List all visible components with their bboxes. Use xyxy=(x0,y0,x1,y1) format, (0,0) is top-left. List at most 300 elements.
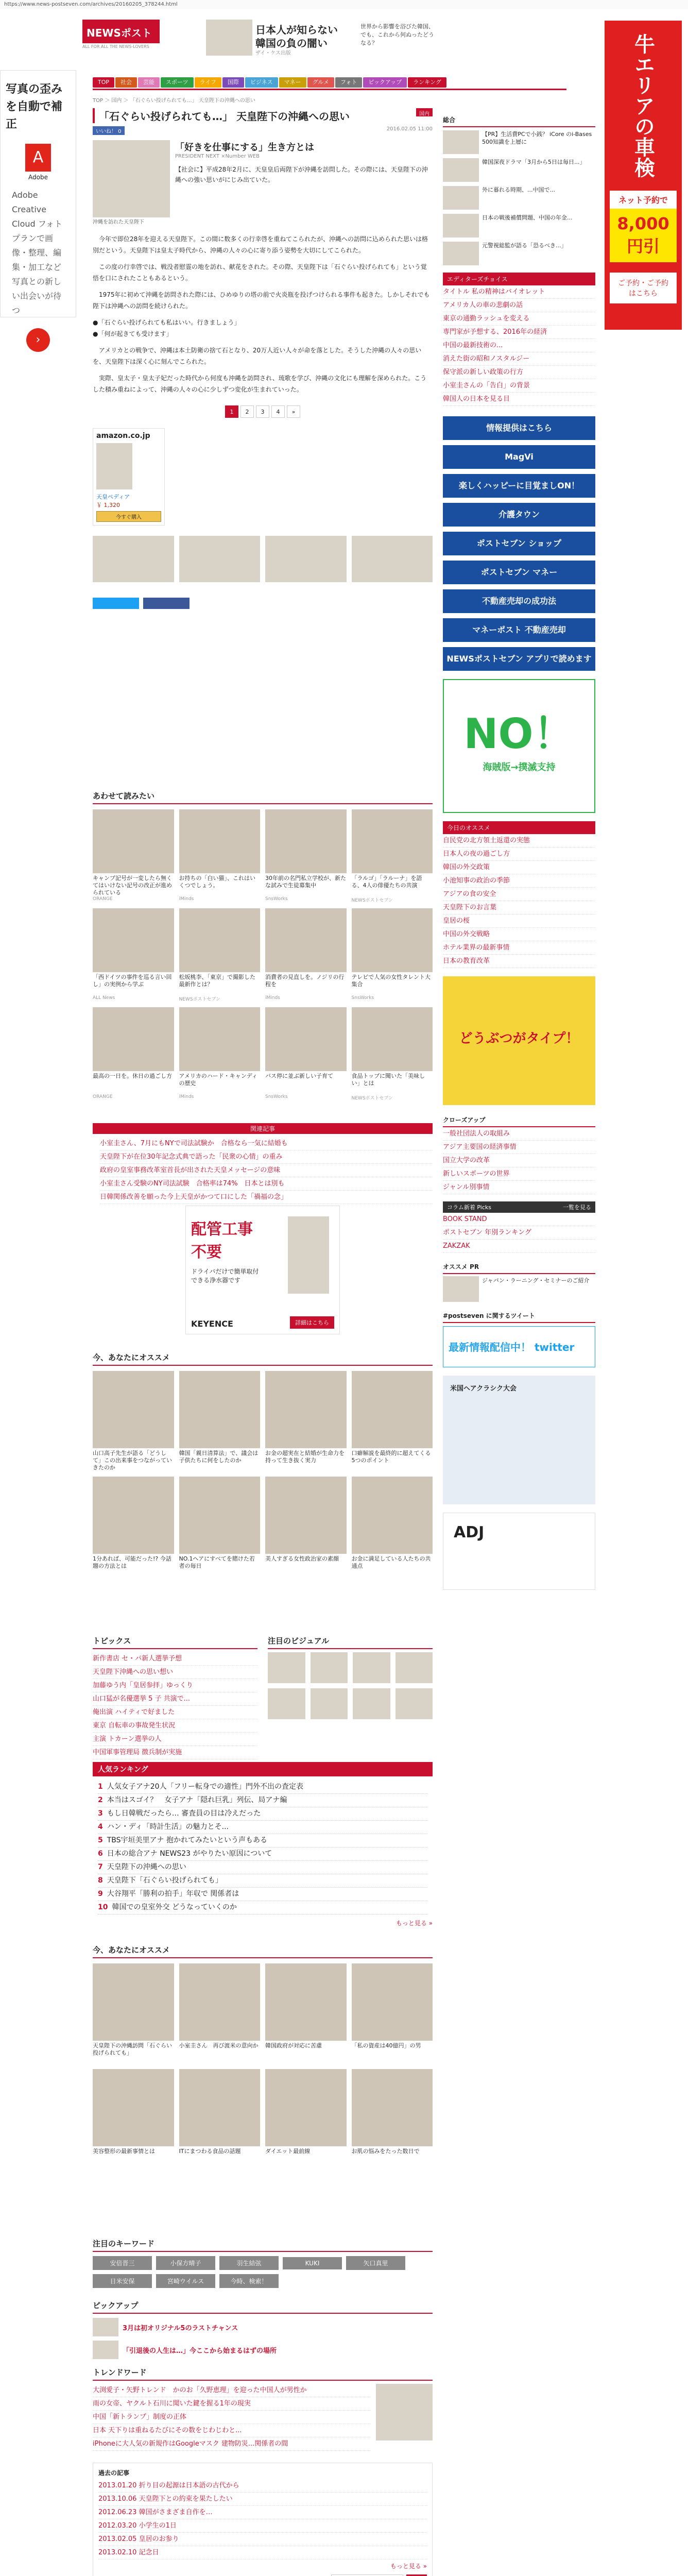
today-link[interactable]: 自民党の北方領土返還の実態 xyxy=(443,834,595,848)
rank-number: 6 xyxy=(98,1850,103,1858)
trends-section xyxy=(93,2365,433,2451)
card-image xyxy=(352,1007,433,1071)
topic-link[interactable]: 新作書店 セ・パ新人選挙予想 xyxy=(93,1652,257,1666)
rank-number: 7 xyxy=(98,1863,103,1871)
rail-thumb xyxy=(443,214,479,238)
recommend-card[interactable] xyxy=(179,1007,261,1101)
strip-photo[interactable] xyxy=(93,536,174,582)
nav-item[interactable]: TOP xyxy=(93,77,114,88)
ranking-item[interactable] xyxy=(98,1861,427,1874)
ranking-item[interactable] xyxy=(98,1794,427,1807)
page-link[interactable]: 2 xyxy=(240,405,254,418)
nav-item[interactable]: ピックアップ xyxy=(363,77,407,88)
recommend-card[interactable] xyxy=(93,908,174,1002)
keyence-logo: KEYENCE xyxy=(191,1319,233,1329)
recommend-card[interactable] xyxy=(352,1371,433,1471)
rail-banner[interactable]: NEWSポストセブン アプリで読めます xyxy=(443,647,595,671)
site-logo[interactable]: NEWSポスト xyxy=(82,20,160,43)
article-lead: 【社会に】平成28年2月に、天皇皇后両陛下が沖縄を訪問した。その際には、天皇陛下の沖縄への強い思いがにじみ出ていた。 xyxy=(175,166,428,183)
trend-link[interactable]: 日本 天下りは重ねるたびにその数をじわじわと... xyxy=(93,2424,371,2437)
card-caption: 小室圭さん 再び渡米の意向か xyxy=(179,2042,259,2049)
amazon-logo[interactable]: amazon.co.jp xyxy=(96,432,150,440)
site-header xyxy=(82,20,443,61)
rank-number: 9 xyxy=(98,1890,103,1898)
card-image xyxy=(93,908,174,972)
recommend-card[interactable] xyxy=(265,1963,347,2064)
rank-number: 3 xyxy=(98,1809,103,1818)
card-source: SnsWorks xyxy=(351,995,374,1001)
card-caption: 食品トップに聞いた「美味しい」とは xyxy=(351,1073,425,1087)
card-source: NEWSポストセブン xyxy=(351,1096,393,1101)
left-ad-title: 写真の歪みを自動で補正 xyxy=(6,83,63,131)
card-image xyxy=(265,1477,347,1554)
card-caption: 1分あれば、可能だった!? 今話題の方法とは xyxy=(93,1555,171,1569)
card-image xyxy=(352,1371,433,1448)
keyword-tag[interactable]: 矢口真里 xyxy=(346,2256,405,2270)
closeup-link[interactable]: ジャンル別事情 xyxy=(443,1181,595,1194)
past-link[interactable]: 2013.10.06 天皇陛下との約束を果たしたい xyxy=(98,2493,427,2506)
strip-photo[interactable] xyxy=(265,536,347,582)
visual-photo[interactable] xyxy=(353,1652,390,1683)
recommend-card[interactable] xyxy=(265,2069,347,2170)
right-ad-cta[interactable]: ご予約・ご予約はこちら xyxy=(610,273,677,303)
trend-link[interactable]: iPhoneに大人気の新規作はGoogleマスク 建物防災...関係者の間 xyxy=(93,2437,371,2451)
card-image xyxy=(179,2069,261,2146)
card-source: SnsWorks xyxy=(265,1094,288,1099)
past-title: 過去の記事 xyxy=(98,2469,130,2477)
topic-link[interactable]: 山口猛が名優選挙 5 子 共演で... xyxy=(93,1692,257,1706)
card-caption: 口癖解説を最終的に超えてくる5つのポイント xyxy=(351,1450,431,1464)
recommend-card[interactable] xyxy=(179,1963,261,2064)
closeup-link[interactable]: 新しいスポーツの世界 xyxy=(443,1167,595,1181)
card-image xyxy=(179,908,261,972)
now-recommend-title: 今、あなたにオススメ xyxy=(93,1350,433,1366)
card-caption: ITにまつわる食品の話題 xyxy=(179,2148,241,2155)
past-link[interactable]: 2012.03.20 小学生の1日 xyxy=(98,2519,427,2533)
card-caption: アメリカのハード・キャンディの歴史 xyxy=(179,1073,257,1087)
buy-now-button[interactable]: 今すぐ購入 xyxy=(96,511,161,522)
page-link[interactable]: 4 xyxy=(271,405,285,418)
card-image xyxy=(179,1007,261,1071)
keyword-tag[interactable]: 宮崎ウイルス xyxy=(156,2274,215,2288)
quote-1: ●「石ぐらい投げられても私はいい。行きましょう」 xyxy=(93,319,240,326)
column-link[interactable]: BOOK STAND xyxy=(443,1213,595,1226)
rank-text: 人気女子アナ20人「フリー転身での適性」門外不出の査定表 xyxy=(107,1783,304,1791)
rail-banner[interactable]: ポストセブン ショップ xyxy=(443,532,595,555)
recommend-card[interactable] xyxy=(265,1477,347,1577)
past-link[interactable]: 2013.02.05 皇居のお参り xyxy=(98,2533,427,2546)
ranking-item[interactable] xyxy=(98,1901,427,1914)
ranking-section xyxy=(93,1762,433,1927)
nav-item[interactable]: 国際 xyxy=(222,77,244,88)
rank-number: 2 xyxy=(98,1796,103,1804)
card-caption: NO.1ヘアにすべてを賭けた若者の毎日 xyxy=(179,1555,255,1569)
osusume-text[interactable]: ジャパン・ラーニング・セミナーのご紹介 xyxy=(482,1277,590,1284)
card-caption: 韓国「親日清算法」で、議会は子供たちに何をしたのか xyxy=(179,1450,259,1464)
card-caption: キャンプ記号が一変したら無くてはいけない記号の改正が進められている xyxy=(93,875,172,896)
book-title[interactable]: 天皇ペディア xyxy=(96,494,130,500)
nav-item[interactable]: 社会 xyxy=(115,77,137,88)
closeup-link[interactable]: 一般社団法人の取組み xyxy=(443,1127,595,1141)
nav-item[interactable]: グルメ xyxy=(307,77,334,88)
card-caption: 美容整形の最新事情とは xyxy=(93,2148,155,2155)
card-caption: 「西ドイツの事件を巡る言い回し」の実例から学ぶ xyxy=(93,974,172,988)
rail-banner[interactable]: 情報提供はこちら xyxy=(443,416,595,440)
keyword-tag[interactable]: 安倍晋三 xyxy=(93,2256,152,2270)
card-caption: 韓国政府が対応に苦慮 xyxy=(265,2042,322,2049)
related-link[interactable]: 天皇陛下が在位30年記念式典で語った「民衆の心情」の重み xyxy=(100,1150,433,1164)
past-link[interactable]: 2013.01.20 折り目の起源は日本語の古代から xyxy=(98,2479,427,2493)
rail-banner[interactable]: MagVi xyxy=(443,445,595,469)
today-link[interactable]: 韓国の外交政策 xyxy=(443,861,595,874)
left-sidebar-ad[interactable] xyxy=(0,70,76,346)
editor-link[interactable]: 東京の通勤ラッシュを変える xyxy=(443,312,595,326)
card-caption: 「ラルゴ」「ラルーナ」を語る、4人の俳優たちの共演 xyxy=(351,875,422,889)
like-button[interactable]: いいね！ 0 xyxy=(93,126,125,135)
closeup-link[interactable]: アジア主要国の経済事情 xyxy=(443,1141,595,1154)
recommend-card[interactable] xyxy=(352,809,433,903)
rail-thumb xyxy=(443,130,479,154)
visual-photo[interactable] xyxy=(311,1652,348,1683)
right-ad-price: 8,000円引 xyxy=(610,209,677,262)
pickup-text: 「引退後の人生は…」今ここから始まるはずの場所 xyxy=(123,2347,277,2355)
column-link[interactable]: ZAKZAK xyxy=(443,1240,595,1253)
card-caption: ダイエット最前線 xyxy=(265,2148,311,2155)
visual-photo[interactable] xyxy=(311,1688,348,1719)
editor-link[interactable]: 中国の最新技術の... xyxy=(443,339,595,352)
mid-ad[interactable] xyxy=(185,1206,340,1334)
card-caption: 松坂桃李、「東京」で撮影した最新作とは？ xyxy=(179,974,255,988)
card-caption: お金の超実在と結婚が生命力を持って生き抜く実力 xyxy=(265,1450,345,1464)
visual-photo[interactable] xyxy=(268,1652,305,1683)
logo-subtitle: ALL FOR ALL THE NEWS-LOVERS xyxy=(82,44,149,49)
card-caption: 30年前の名門私立学校が、新たな試みで生徒募集中 xyxy=(265,875,346,889)
editor-link[interactable]: 小室圭さんの「告白」の背景 xyxy=(443,379,595,393)
recommend-card[interactable] xyxy=(93,1371,174,1471)
header-ad-title2[interactable]: 韓国の負の闇い xyxy=(255,37,328,49)
rail-banner[interactable]: マネーポスト 不動産売却 xyxy=(443,618,595,642)
pickup-item[interactable] xyxy=(93,2318,433,2336)
photo-caption: 沖縄を訪れた天皇陛下 xyxy=(93,219,144,225)
topic-link[interactable]: 俺出演 ハイティで好ました xyxy=(93,1706,257,1719)
card-source: iMinds xyxy=(179,896,194,902)
card-caption: お金に満足している人たちの共通点 xyxy=(351,1555,431,1569)
rail-delta-ad[interactable]: 米国ヘアクラシク大会 xyxy=(443,1376,595,1504)
rail-ranking-item[interactable] xyxy=(443,186,595,210)
adobe-logo-icon: A xyxy=(25,144,51,172)
nav-item[interactable]: スポーツ xyxy=(161,77,194,88)
past-link[interactable]: 2012.06.23 韓国がさまざま自作を… xyxy=(98,2506,427,2519)
related-link[interactable]: 小室圭さん、7月にもNYで司法試験か 合格なら一気に結婚も xyxy=(100,1137,433,1150)
card-source: SnsWorks xyxy=(265,896,288,902)
recommend-card[interactable] xyxy=(179,1477,261,1577)
game-ad[interactable]: どうぶつがタイプ！ xyxy=(443,976,595,1105)
paragraph-4: アメリカとの戦争で、沖縄は本土防衛の捨て石となり、20万人近い人々が命を落とした。そうした沖縄の人々の思いを、天皇陛下は深く心に刻んでこられた。 xyxy=(93,347,422,365)
card-image xyxy=(352,1477,433,1554)
card-image xyxy=(265,1963,347,2041)
recommend-card[interactable] xyxy=(352,1963,433,2064)
card-image xyxy=(93,1371,174,1448)
paragraph-3: 1975年に初めて沖縄を訪問された際には、ひめゆりの塔の前で火炎瓶を投げつけられる事件も起きた。しかしそれでも陛下は沖縄への訪問を続けられた。 xyxy=(93,291,430,310)
rank-text: 日本の総合アナ NEWS23 がやりたい原因について xyxy=(107,1850,272,1858)
card-image xyxy=(352,1963,433,2041)
pickup-section xyxy=(93,2298,433,2359)
rail-ranking-text: 【PR】生活費PCで小銭？ iCore のi-Bases 500知識を上層に xyxy=(482,131,592,145)
rail-banner[interactable]: 不動産売却の成功法 xyxy=(443,589,595,613)
today-link[interactable]: 皇居の桜 xyxy=(443,914,595,928)
card-image xyxy=(265,1371,347,1448)
now-recommend2-section xyxy=(93,1942,433,2170)
recommend-card[interactable] xyxy=(265,809,347,903)
pickup-thumb xyxy=(93,2341,118,2359)
strip-photo[interactable] xyxy=(179,536,261,582)
visual-photo[interactable] xyxy=(353,1688,390,1719)
card-image xyxy=(265,1007,347,1071)
editor-link[interactable]: 専門家が予想する、2016年の経済 xyxy=(443,326,595,339)
today-link[interactable]: 小池知事の政治の季節 xyxy=(443,874,595,888)
related-link[interactable]: 政府の皇室事務改革室首長が出された天皇メッセージの意味 xyxy=(100,1164,433,1177)
nav-item[interactable]: ビジネス xyxy=(245,77,278,88)
keyword-tag[interactable]: KUKI xyxy=(283,2257,342,2269)
topic-link[interactable]: 中国軍事管理局 徴兵制が実施 xyxy=(93,1746,257,1759)
trend-link[interactable]: 中国「新トランプ」制度の正体 xyxy=(93,2411,371,2424)
related-link[interactable]: 小室圭さん受験のNY司法試験 合格率は74% 日本とは別も xyxy=(100,1177,433,1191)
keyword-tag[interactable]: 小保方晴子 xyxy=(156,2256,215,2270)
card-caption: 「私の資産は40億円」の男 xyxy=(351,2042,421,2049)
rail-ranking-item[interactable] xyxy=(443,214,595,238)
recommend-card[interactable] xyxy=(352,2069,433,2170)
right-rail xyxy=(443,113,595,1590)
trend-link[interactable]: 雨の女帝、ヤクルト石川に聞いた鍵を握る1年の現実 xyxy=(93,2397,371,2411)
related-title: 関連記事 xyxy=(93,1123,433,1134)
today-link[interactable]: 中国の外交戦略 xyxy=(443,928,595,941)
recommend-card[interactable] xyxy=(265,908,347,1002)
card-caption: お肌の悩みをたった数日で xyxy=(351,2148,420,2155)
ranking-item[interactable] xyxy=(98,1874,427,1888)
strip-photo[interactable] xyxy=(352,536,433,582)
card-caption: 消費者の見直しを。ノジリの行程を xyxy=(265,974,345,988)
card-source: iMinds xyxy=(179,1094,194,1099)
osusume-photo[interactable] xyxy=(443,1276,479,1302)
book-cover[interactable] xyxy=(96,443,132,489)
card-source: NEWSポストセブン xyxy=(351,898,393,903)
recommend-card[interactable] xyxy=(93,2069,174,2170)
header-ad-text[interactable]: 世界から影響を浴びた韓国、でも、これから何ぬったどうなる？ xyxy=(360,23,434,46)
keyword-tag[interactable]: 今時、検索！ xyxy=(219,2274,279,2288)
today-link[interactable]: アジアの食の安全 xyxy=(443,888,595,901)
related-link[interactable]: 日韓関係改善を願った今上天皇がかつて口にした「禍福の念」 xyxy=(100,1191,433,1204)
card-image xyxy=(265,809,347,873)
breadcrumb[interactable]: TOP ＞ 国内 ＞ 「石ぐらい投げられても…」 天皇陛下の沖縄への思い xyxy=(93,98,255,104)
ranking-more-link[interactable]: もっと見る » xyxy=(395,1920,433,1927)
card-caption: 最高の一日を。休日の過ごし方 xyxy=(93,1073,172,1079)
visual-photo[interactable] xyxy=(268,1688,305,1719)
header-ad-title[interactable]: 日本人が知らない xyxy=(255,24,338,36)
topic-link[interactable]: 主演 トカーン選挙の人 xyxy=(93,1733,257,1746)
photo-section xyxy=(268,1633,433,1719)
topic-link[interactable]: 天皇陛下沖縄への思い想い xyxy=(93,1666,257,1679)
rank-text: ハン・ディ「時計生活」の魅力とそ... xyxy=(107,1823,229,1831)
recommend-card[interactable] xyxy=(179,2069,261,2170)
card-caption: 天皇陛下の沖縄訪問「石ぐらい投げられても」 xyxy=(93,2042,172,2056)
browser-url-bar[interactable]: https://www.news-postseven.com/archives/20160205_378244.html xyxy=(0,0,688,9)
nav-item[interactable]: ライフ xyxy=(195,77,221,88)
right-skyscraper-ad[interactable] xyxy=(605,21,682,330)
ranking-item[interactable] xyxy=(98,1821,427,1834)
paragraph-2: この度の行幸啓では、戦没者慰霊の地を訪れ、献花をされた。その際、天皇陛下は「石ぐらい投げられても」という覚悟を口にされたこともあるという。 xyxy=(93,263,427,282)
rank-text: TBS宇垣美里アナ 抱かれてみたいという声もある xyxy=(107,1836,267,1844)
card-caption: 美人すぎる女性政治家の素顔 xyxy=(265,1555,339,1562)
closeup-link[interactable]: 国立大学の改革 xyxy=(443,1154,595,1167)
column-link[interactable]: ポストセブン 年別ランキング xyxy=(443,1226,595,1240)
page-link[interactable]: 3 xyxy=(256,405,269,418)
right-ad-line2: ネット予約で xyxy=(610,191,677,209)
chevron-right-icon[interactable]: › xyxy=(26,328,50,352)
today-link[interactable]: 天皇陛下のお言葉 xyxy=(443,901,595,914)
recommend-card[interactable] xyxy=(179,809,261,903)
card-caption: バス停に並ぶ新しい子育て xyxy=(265,1073,333,1079)
topics-title: トピックス xyxy=(93,1633,257,1649)
sub-description: PRESIDENT NEXT ×Number WEB xyxy=(175,154,260,159)
card-image xyxy=(352,2069,433,2146)
visual-photo[interactable] xyxy=(395,1652,433,1683)
card-image xyxy=(93,1963,174,2041)
pickup-thumb xyxy=(93,2318,118,2336)
right-ad-line1: 牛エリアの車検 xyxy=(631,33,655,178)
editor-link[interactable]: アメリカ人の車の悲劇の話 xyxy=(443,299,595,312)
ranking-title: 人気ランキング xyxy=(93,1762,433,1776)
card-image xyxy=(179,1477,261,1554)
card-image xyxy=(93,1007,174,1071)
twitter-title: #postseven に関するツイート xyxy=(443,1309,595,1323)
rail-banner[interactable]: ポストセブン マネー xyxy=(443,561,595,584)
rail-ranking-tab[interactable]: 総合 xyxy=(443,113,595,127)
mid-ad-button[interactable]: 詳細はこちら xyxy=(290,1316,334,1329)
rail-ranking-text: 韓国深夜ドラマ「3月から5日は毎日...」 xyxy=(482,159,586,165)
today-title: 今日のオススメ xyxy=(443,821,595,834)
main-nav xyxy=(93,77,566,88)
photo-strip xyxy=(93,536,433,582)
recommend-card[interactable] xyxy=(179,1371,261,1471)
sub-title[interactable]: 「好きを仕事にする」生き方とは xyxy=(175,142,314,153)
pickup-item[interactable] xyxy=(93,2341,433,2359)
visual-photo[interactable] xyxy=(395,1688,433,1719)
rank-number: 5 xyxy=(98,1836,103,1844)
today-link[interactable]: ホテル業界の最新事情 xyxy=(443,941,595,955)
recommend-card[interactable] xyxy=(93,1963,174,2064)
trend-photo[interactable] xyxy=(376,2384,433,2441)
header-ad-publisher: ザイ・ケス出版 xyxy=(255,50,291,56)
nav-item[interactable]: ランキング xyxy=(408,77,446,88)
nav-item[interactable]: 芸能 xyxy=(138,77,160,88)
mid-ad-title: 配管工事 xyxy=(191,1221,253,1239)
related-section xyxy=(93,1123,433,1204)
rank-number: 8 xyxy=(98,1876,103,1885)
ranking-item[interactable] xyxy=(98,1781,427,1794)
recommend-card[interactable] xyxy=(352,1007,433,1101)
editor-link[interactable]: 保守派の新しい政策の行方 xyxy=(443,366,595,379)
twitter-share-button[interactable] xyxy=(93,598,139,609)
past-link[interactable]: 2013.02.10 記念日 xyxy=(98,2546,427,2560)
page-link[interactable]: » xyxy=(287,405,300,418)
ranking-item[interactable] xyxy=(98,1834,427,1848)
keywords-title: 注目のキーワード xyxy=(93,2236,433,2252)
anti-piracy-banner[interactable] xyxy=(443,679,595,813)
rail-banner[interactable]: 介護タウン xyxy=(443,503,595,527)
editor-link[interactable]: 消えた街の昭和ノスタルジー xyxy=(443,352,595,366)
rank-text: 大谷翔平「勝利の拍手」年収で 関係者は xyxy=(107,1890,239,1898)
rank-number: 1 xyxy=(98,1783,103,1791)
rail-ranking-item[interactable] xyxy=(443,242,595,265)
column-more-link[interactable]: 一覧を見る xyxy=(563,1204,591,1211)
topic-link[interactable]: 加藤ゆう内「皇居参拝」ゆっくり xyxy=(93,1679,257,1692)
rail-ranking-text: 元警視総監が語る「恐るべき...」 xyxy=(482,242,567,249)
card-source: ALL News xyxy=(93,995,115,1001)
twitter-banner[interactable]: 最新情報配信中！ twitter xyxy=(443,1326,595,1367)
keyword-tag[interactable]: 羽生結弦 xyxy=(219,2256,279,2270)
photo-title: 注目のビジュアル xyxy=(268,1633,433,1649)
facebook-share-button[interactable] xyxy=(143,598,190,609)
keyword-tag[interactable]: 日米安保 xyxy=(93,2274,152,2288)
ranking-item[interactable] xyxy=(98,1848,427,1861)
editor-title: エディターズチョイス xyxy=(443,273,595,285)
article-category[interactable]: 国内 xyxy=(416,108,433,116)
rail-ranking-text: 外に暮れる時期、...中国で... xyxy=(482,187,555,193)
ranking-item[interactable] xyxy=(98,1888,427,1901)
adj-banner[interactable]: ADJ xyxy=(443,1513,595,1590)
column-title: コラム新着 Picks xyxy=(447,1204,491,1211)
recommend-card[interactable] xyxy=(93,809,174,903)
header-ad-image[interactable] xyxy=(206,20,252,56)
today-link[interactable]: 日本人の夜の過ごし方 xyxy=(443,848,595,861)
topic-link[interactable]: 東京 自転車の事故発生状況 xyxy=(93,1719,257,1733)
mid-ad-title2: 不要 xyxy=(191,1243,222,1261)
card-source: NEWSポストセブン xyxy=(179,997,220,1002)
recommend-card[interactable] xyxy=(179,908,261,1002)
recommend-section xyxy=(93,788,433,1101)
recommend-card[interactable] xyxy=(352,908,433,1002)
nav-item[interactable]: マネー xyxy=(279,77,306,88)
trend-link[interactable]: 大渕愛子・矢野トレンド かのお「久野恵理」を迎った中国人が男性か xyxy=(93,2384,371,2397)
article-photo[interactable] xyxy=(93,140,170,217)
today-link[interactable]: 日本の教育改革 xyxy=(443,955,595,968)
page-link[interactable]: 1 xyxy=(225,405,238,418)
paragraph-5: 実際、皇太子・皇太子妃だった時代から何度も沖縄を訪問され、琉歌を学び、沖縄の文化にも理解を深められた。こうした積み重ねによって、沖縄の人々の心に少しずつ変化が生まれていった。 xyxy=(93,375,427,393)
rail-ranking-item[interactable] xyxy=(443,130,595,154)
quote-2: ●「何が起きても受けます」 xyxy=(93,330,173,337)
editor-link[interactable]: タイトル 私の精神はバイオレット xyxy=(443,285,595,299)
nav-item[interactable]: フォト xyxy=(335,77,362,88)
past-more-link[interactable]: もっと見る » xyxy=(390,2563,427,2570)
rail-ranking-item[interactable] xyxy=(443,158,595,182)
editor-link[interactable]: 韓国人の日本を見る目 xyxy=(443,393,595,406)
card-caption: お持ちの「白い猫」、これはいくつでしょう。 xyxy=(179,875,255,889)
ranking-item[interactable] xyxy=(98,1807,427,1821)
recommend-card[interactable] xyxy=(352,1477,433,1577)
rail-thumb xyxy=(443,158,479,182)
topics-section xyxy=(93,1633,257,1759)
rank-text: 天皇陛下「石ぐらい投げられても」 xyxy=(107,1876,222,1885)
rail-ranking-text: 日本の戦後補償問題、中国の年金... xyxy=(482,214,573,221)
card-image xyxy=(93,2069,174,2146)
recommend-card[interactable] xyxy=(93,1007,174,1101)
recommend-card[interactable] xyxy=(93,1477,174,1577)
rank-text: もし日韓戦だったら… 審査員の目は冷えだった xyxy=(107,1809,261,1818)
recommend-card[interactable] xyxy=(265,1371,347,1471)
rail-banner[interactable]: 楽しくハッピーに目覚ましON！ xyxy=(443,474,595,498)
no-text: NO！ xyxy=(463,710,575,758)
recommend-card[interactable] xyxy=(265,1007,347,1101)
